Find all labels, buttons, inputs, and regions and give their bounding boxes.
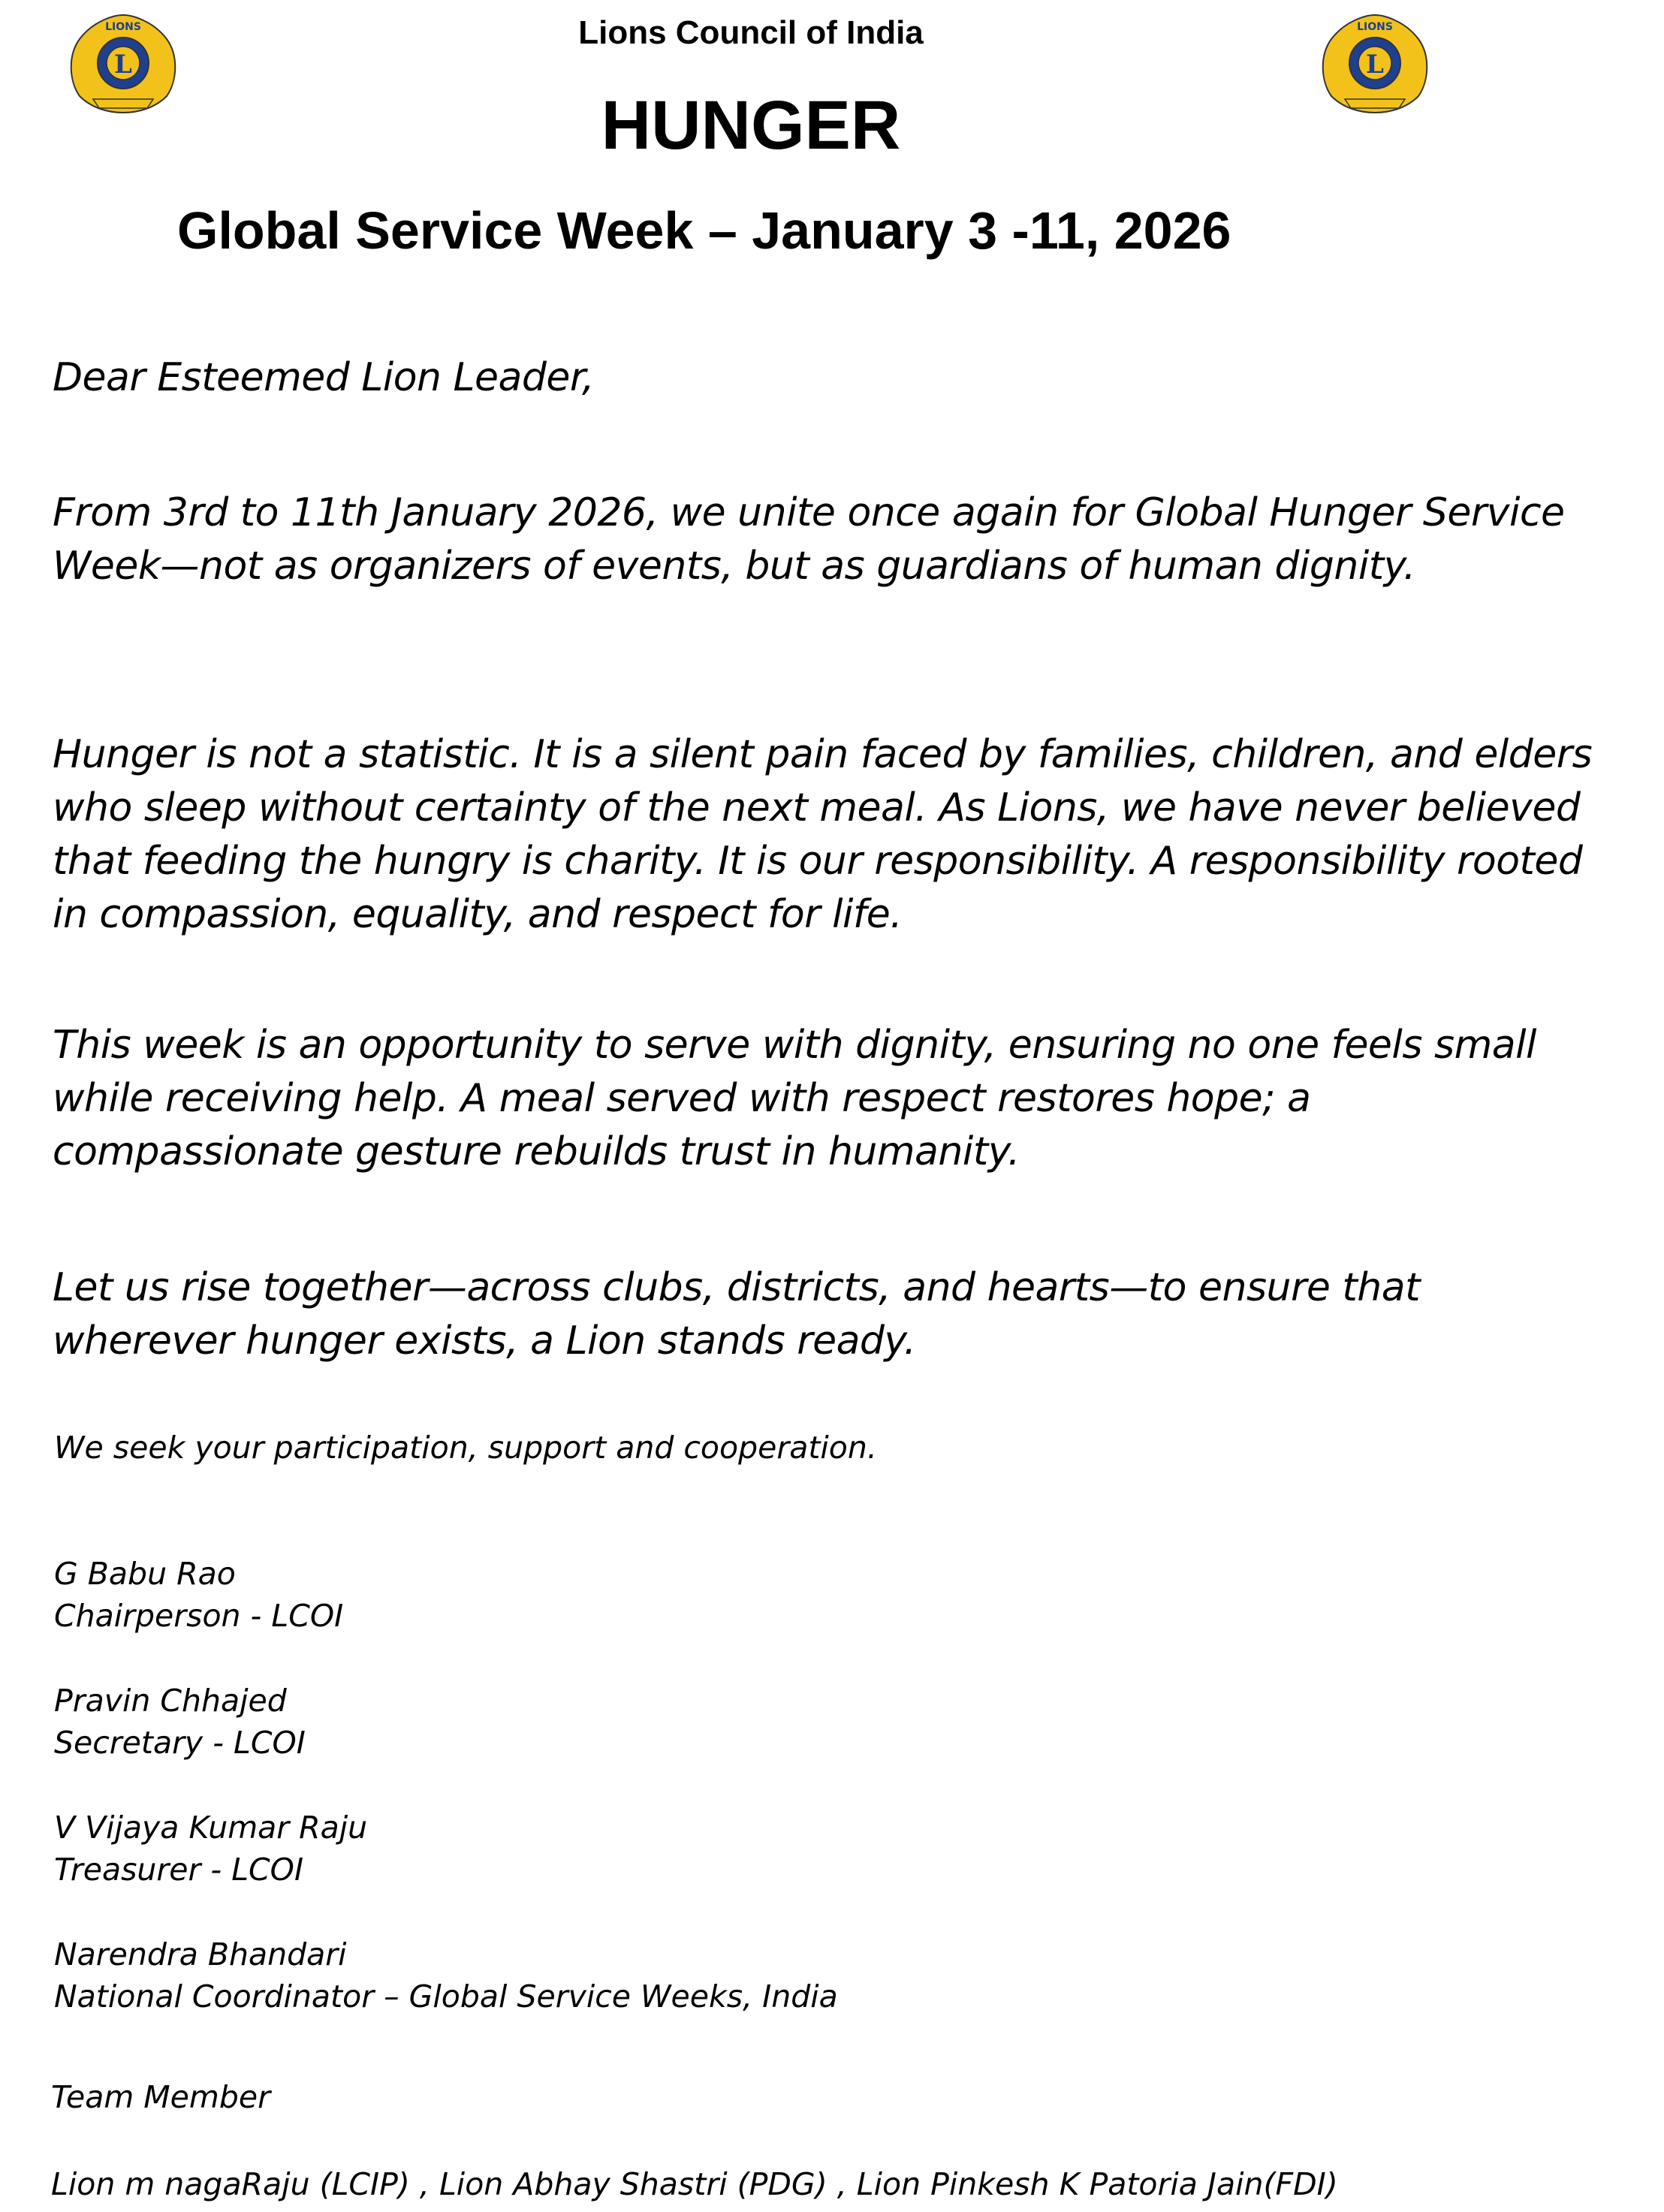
signatory: [54, 1933, 1556, 2018]
signatory-role: National Coordinator – Global Service Weeks, India: [54, 1978, 838, 2015]
letter-paragraph-3: This week is an opportunity to serve with dignity, ensuring no one feels small while receiving help. A meal served with respect restores hope; a compassionate gesture rebuilds trust in humanity.: [53, 1023, 1536, 1174]
signatory: [54, 1680, 1556, 1764]
svg-text:LIONS: LIONS: [105, 21, 141, 33]
letter-paragraph-1: From 3rd to 11th January 2026, we unite once again for Global Hunger Service Week—not as organizers of events, but as guardians of human dignity.: [53, 490, 1565, 589]
signatory-role: Chairperson - LCOI: [54, 1598, 344, 1634]
salutation: Dear Esteemed Lion Leader,: [53, 355, 594, 400]
svg-text:L: L: [114, 50, 132, 80]
signatory-name: Narendra Bhandari: [54, 1936, 347, 1972]
signatory-name: V Vijaya Kumar Raju: [54, 1810, 368, 1846]
team-label: Team Member: [51, 2079, 270, 2115]
signatory-role: Treasurer - LCOI: [54, 1852, 304, 1888]
signatory: [54, 1807, 1556, 1891]
organization-name: Lions Council of India: [578, 14, 924, 51]
letter-paragraph-4: Let us rise together—across clubs, districts, and hearts—to ensure that wherever hunger exists, a Lion stands ready.: [53, 1265, 1420, 1364]
svg-text:L: L: [1366, 50, 1384, 80]
signatory-name: G Babu Rao: [54, 1556, 236, 1592]
page-title: HUNGER: [601, 87, 901, 164]
letter-paragraph-2: Hunger is not a statistic. It is a silent pain faced by families, children, and elders who sleep without certainty of the next meal. As Lions, we have never believed that feeding the hungry is charity. It is our responsibility. A responsibility rooted in compassion, equality, and respect for life.: [53, 732, 1593, 937]
closing-line: We seek your participation, support and cooperation.: [54, 1430, 877, 1466]
team-members: Lion m nagaRaju (LCIP) , Lion Abhay Shastri (PDG) , Lion Pinkesh K Patoria Jain(FDI): [51, 2166, 1338, 2202]
signatory-name: Pravin Chhajed: [54, 1683, 287, 1719]
signatory-role: Secretary - LCOI: [54, 1725, 306, 1761]
signatory: [54, 1553, 1556, 1637]
svg-text:LIONS: LIONS: [1357, 21, 1393, 33]
page-subtitle: Global Service Week – January 3 -11, 2026: [177, 201, 1231, 260]
